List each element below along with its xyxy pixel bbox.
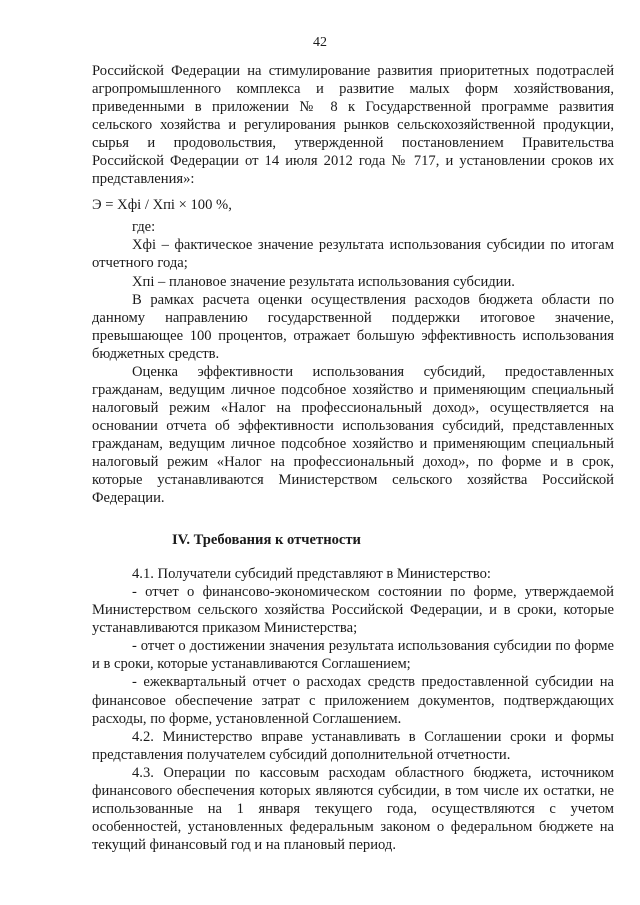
- document-body: [92, 62, 614, 854]
- report-item-quarterly: - ежеквартальный отчет о расходах средств предоставленной субсидии на финансовое обеспечение затрат с приложением документов, подтверждающих расходы, по форме, установленной Соглашением.: [92, 674, 614, 727]
- section-heading: IV. Требования к отчетности: [172, 532, 361, 549]
- definition-planned-value: Хпі – плановое значение результата использования субсидии.: [132, 273, 515, 290]
- report-item-result: - отчет о достижении значения результата использования субсидии по форме и в сроки, которые устанавливаются Соглашением;: [92, 638, 614, 673]
- efficiency-formula: Э = Хфі / Хпі × 100 %,: [92, 197, 232, 214]
- clause-4-1: 4.1. Получатели субсидий представляют в Министерство:: [132, 566, 491, 583]
- where-label: где:: [132, 219, 156, 236]
- clause-4-3: 4.3. Операции по кассовым расходам областного бюджета, источником финансового обеспечения которых являются субсидии, в том числе их остатки, не использованные на 1 января текущего года, осуществляются с учетом особенностей, установленных федеральным законом о федеральном бюджете на текущий финансовый год и на плановый период.: [92, 764, 614, 853]
- definition-actual-value: Хфі – фактическое значение результата использования субсидии по итогам отчетного года;: [92, 237, 614, 272]
- paragraph-continuation: Российской Федерации на стимулирование развития приоритетных подотраслей агропромышленного комплекса и развитие малых форм хозяйствования, приведенными в приложении № 8 к Государственной программе развития сельского хозяйства и регулирования рынков сельскохозяйственной продукции, сырья и продовольствия, утвержденной постановлением Правительства Российской Федерации от 14 июля 2012 года № 717, и установлении сроков их представления»:: [92, 63, 614, 188]
- page-number: 42: [313, 35, 327, 50]
- report-item-financial: - отчет о финансово-экономическом состоянии по форме, утверждаемой Министерством сельского хозяйства Российской Федерации, и в сроки, которые устанавливаются приказом Министерства;: [92, 584, 614, 637]
- clause-4-2: 4.2. Министерство вправе устанавливать в Соглашении сроки и формы представления получателем субсидий дополнительной отчетности.: [92, 728, 614, 763]
- paragraph-citizens-evaluation: Оценка эффективности использования субсидий, предоставленных гражданам, ведущим личное подсобное хозяйство и применяющим специальный налоговый режим «Налог на профессиональный доход», осуществляется на основании отчета об эффективности использования субсидий, представленных гражданам, ведущим личное подсобное хозяйство и применяющим специальный налоговый режим «Налог на профессиональный доход», по форме и в срок, которые устанавливаются Министерством сельского хозяйства Российской Федерации.: [92, 363, 614, 507]
- paragraph-budget-evaluation: В рамках расчета оценки осуществления расходов бюджета области по данному направлению государственной поддержки итоговое значение, превышающее 100 процентов, отражает большую эффективность использования бюджетных средств.: [92, 291, 614, 362]
